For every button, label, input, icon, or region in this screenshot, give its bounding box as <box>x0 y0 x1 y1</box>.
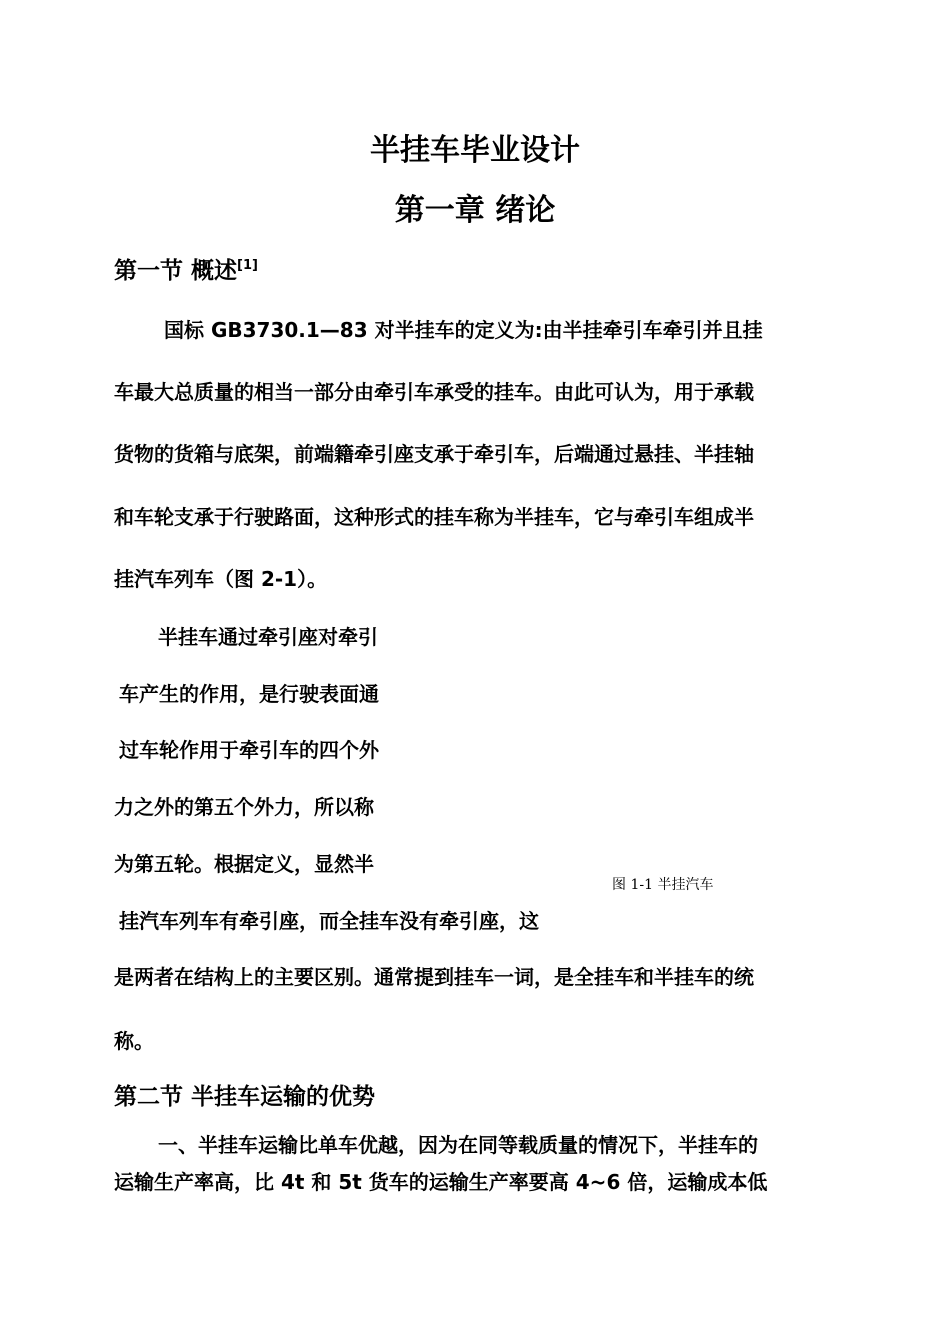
section1-reference: [1] <box>237 258 258 273</box>
section1-para2-line: 挂汽车列车有牵引座，而全挂车没有牵引座，这 <box>119 909 539 933</box>
section1-para2-line: 车产生的作用，是行驶表面通 <box>119 682 379 706</box>
section1-para2-line: 是两者在结构上的主要区别。通常提到挂车一词，是全挂车和半挂车的统 <box>114 965 754 989</box>
section1-para1-line: 挂汽车列车（图 2-1）。 <box>114 567 328 591</box>
section2-para1-line: 一、半挂车运输比单车优越，因为在同等载质量的情况下，半挂车的 <box>158 1133 758 1157</box>
document-title: 半挂车毕业设计 <box>370 133 580 168</box>
section2-heading: 第二节 半挂车运输的优势 <box>114 1084 376 1110</box>
section1-para2-line: 称。 <box>114 1029 154 1053</box>
section1-para1-line: 货物的货箱与底架，前端籍牵引座支承于牵引车，后端通过悬挂、半挂轴 <box>114 442 754 466</box>
section1-para2-line: 为第五轮。根据定义，显然半 <box>114 852 374 876</box>
section1-para1-line: 和车轮支承于行驶路面，这种形式的挂车称为半挂车，它与牵引车组成半 <box>114 505 754 529</box>
section1-para1-line: 国标 GB3730.1—83 对半挂车的定义为:由半挂牵引车牵引并且挂 <box>164 318 763 342</box>
chapter-title: 第一章 绪论 <box>394 193 556 228</box>
figure-caption: 图 1-1 半挂汽车 <box>612 877 714 893</box>
section1-para2-line: 力之外的第五个外力，所以称 <box>114 795 374 819</box>
section1-para1-line: 车最大总质量的相当一部分由牵引车承受的挂车。由此可认为，用于承载 <box>114 380 754 404</box>
section1-heading <box>114 259 258 283</box>
section2-para1-line: 运输生产率高，比 4t 和 5t 货车的运输生产率要高 4~6 倍，运输成本低 <box>114 1170 768 1194</box>
section1-para2-line: 过车轮作用于牵引车的四个外 <box>119 738 379 762</box>
section1-para2-line: 半挂车通过牵引座对牵引 <box>158 625 378 649</box>
section1-heading-text: 第一节 概述 <box>114 258 238 284</box>
